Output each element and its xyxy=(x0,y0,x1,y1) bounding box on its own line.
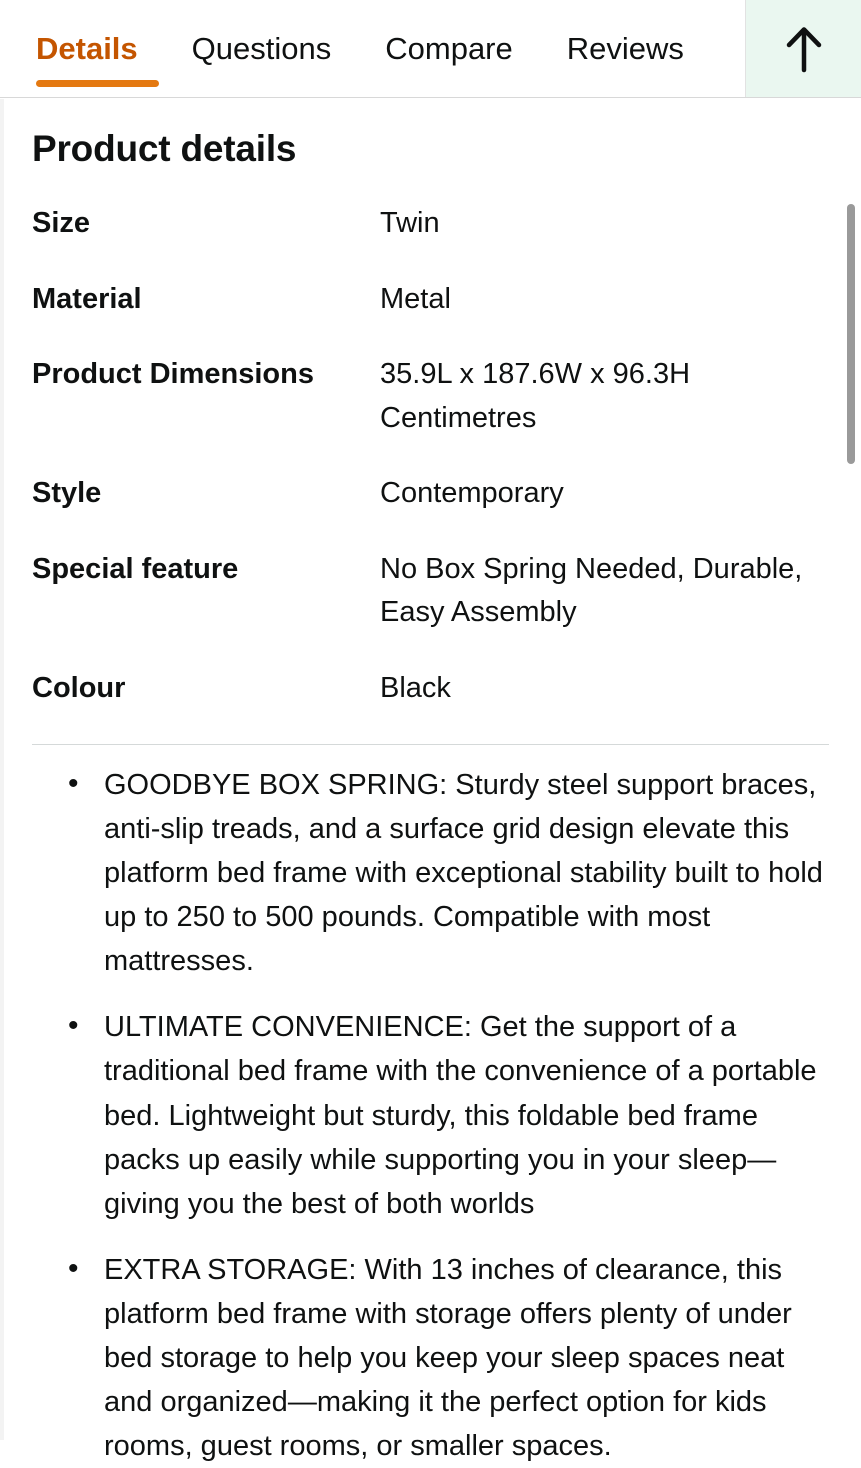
page-title: Product details xyxy=(32,128,297,169)
arrow-up-icon xyxy=(782,24,826,74)
tab-compare-label: Compare xyxy=(385,30,513,66)
tab-details-label: Details xyxy=(36,30,138,66)
spec-label: Material xyxy=(32,282,142,315)
details-panel xyxy=(0,128,861,1468)
spec-label: Special feature xyxy=(32,552,239,585)
section-divider xyxy=(32,744,829,745)
table-row xyxy=(32,192,829,268)
table-row xyxy=(32,343,829,462)
list-item: • ULTIMATE CONVENIENCE: Get the support of a traditional bed frame with the convenience of a portable bed. Lightweight but sturdy, this foldable bed frame packs up easily while supporting you in your sleep—giving you the best of both worlds xyxy=(68,1005,829,1225)
spec-label: Size xyxy=(32,207,91,239)
spec-label: Colour xyxy=(32,671,126,704)
spec-value: Black xyxy=(380,671,451,704)
tab-reviews-label: Reviews xyxy=(566,30,684,66)
spec-label: Product Dimensions xyxy=(32,358,314,390)
table-row xyxy=(32,268,829,344)
scrollbar-thumb[interactable] xyxy=(847,204,855,464)
feature-bullet-list xyxy=(32,763,829,1468)
spec-value: 35.9L x 187.6W x 96.3H Centimetres xyxy=(380,358,691,434)
list-item: • EXTRA STORAGE: With 13 inches of clearance, this platform bed frame with storage offers plenty of under bed storage to help you keep your sleep spaces neat and organized—making it the perfect option for kids rooms, guest rooms, or smaller spaces. xyxy=(68,1248,829,1468)
table-row xyxy=(32,538,829,657)
spec-value: No Box Spring Needed, Durable, Easy Assembly xyxy=(380,552,803,628)
spec-label: Style xyxy=(32,477,102,509)
tab-questions-label: Questions xyxy=(191,30,332,66)
spec-value: Contemporary xyxy=(380,477,564,509)
table-row xyxy=(32,657,829,733)
tab-list xyxy=(0,0,745,97)
spec-value: Twin xyxy=(380,207,440,239)
table-row xyxy=(32,462,829,538)
spec-value: Metal xyxy=(380,282,451,315)
scroll-to-top-button[interactable] xyxy=(745,0,861,97)
product-details-table xyxy=(32,192,829,732)
tab-questions[interactable] xyxy=(165,0,359,97)
scrollbar-track[interactable] xyxy=(850,99,858,1440)
tab-reviews[interactable] xyxy=(540,0,711,97)
tab-compare[interactable] xyxy=(358,0,540,97)
tab-bar xyxy=(0,0,861,98)
tab-details[interactable] xyxy=(30,0,165,97)
list-item: • GOODBYE BOX SPRING: Sturdy steel support braces, anti-slip treads, and a surface grid design elevate this platform bed frame with exceptional stability built to hold up to 250 to 500 pounds. Compatible with most mattresses. xyxy=(68,763,829,983)
